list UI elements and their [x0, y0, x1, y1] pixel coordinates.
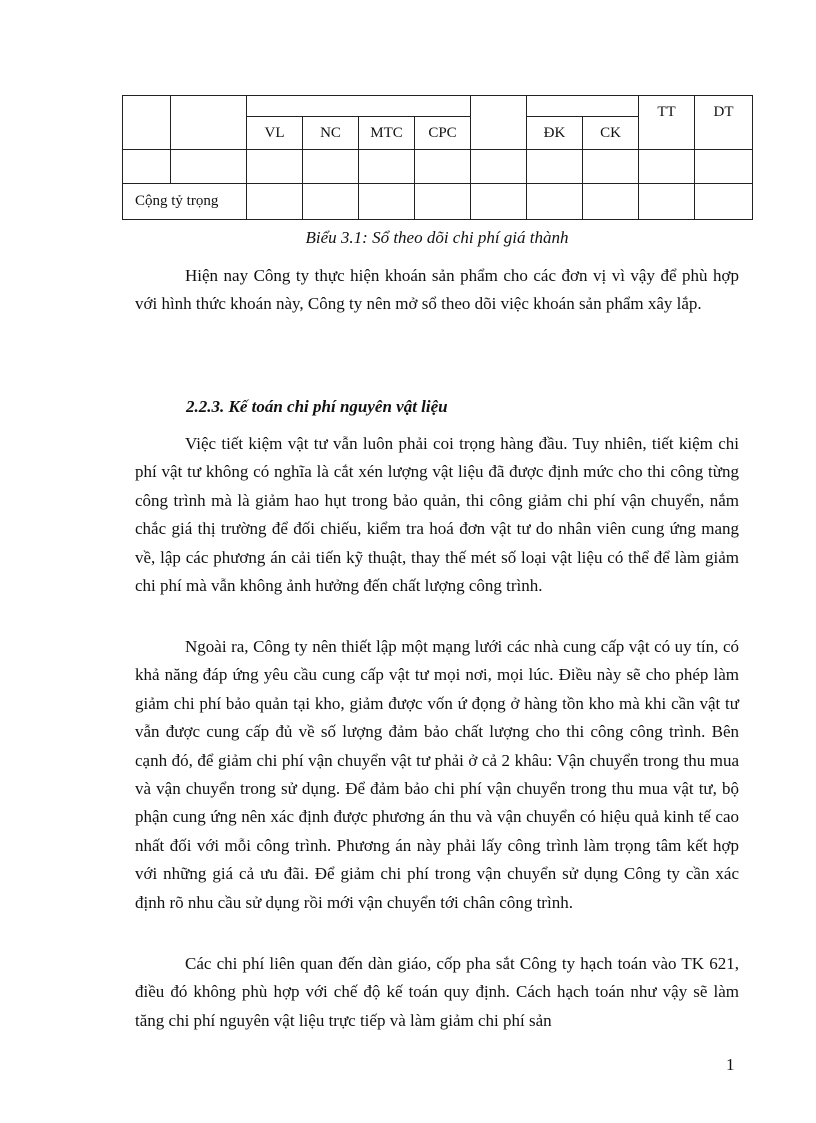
table-cell	[471, 184, 527, 220]
table-cell	[247, 96, 471, 117]
table-cell	[171, 150, 247, 184]
paragraph-1: Hiện nay Công ty thực hiện khoán sản phẩm cho các đơn vị vì vậy để phù hợp với hình thức khoán này, Công ty nên mở sổ theo dõi việc khoán sản phẩm xây lắp.	[135, 266, 739, 314]
table-header-mtc: MTC	[359, 117, 415, 150]
table-cell	[695, 150, 753, 184]
table-cell	[695, 184, 753, 220]
table-cell	[415, 184, 471, 220]
table-cell	[527, 96, 639, 117]
table-cell	[527, 150, 583, 184]
table-header-tt: TT	[639, 96, 695, 150]
table-cell	[171, 96, 247, 150]
table-header-cpc: CPC	[415, 117, 471, 150]
table-header-vl: VL	[247, 117, 303, 150]
table-header-dk: ĐK	[527, 117, 583, 150]
table-cell	[303, 150, 359, 184]
table-cell	[471, 150, 527, 184]
paragraph-2: Việc tiết kiệm vật tư vẫn luôn phải coi trọng hàng đầu. Tuy nhiên, tiết kiệm chi phí vật tư không có nghĩa là cắt xén lượng vật liệu đã được định mức cho thi công từng công trình mà là giảm hao hụt trong bảo quản, thi công giảm chi phí vận chuyển, nắm chắc giá thị trường để đối chiếu, kiểm tra hoá đơn vật tư do nhân viên cung ứng mang về, lập các phương án cải tiến kỹ thuật, thay thế mét số loại vật liệu có thể để làm giảm chi phí mà vẫn không ảnh hưởng đến chất lượng công trình.	[135, 434, 739, 596]
total-row-label: Cộng tỷ trọng	[123, 184, 247, 220]
table-cell	[583, 150, 639, 184]
table-cell	[359, 150, 415, 184]
table-cell	[123, 150, 171, 184]
section-heading: 2.2.3. Kế toán chi phí nguyên vật liệu	[186, 397, 448, 416]
table-cell	[639, 150, 695, 184]
table-cell	[527, 184, 583, 220]
table-cell	[583, 184, 639, 220]
table-header-ck: CK	[583, 117, 639, 150]
table-cell	[471, 96, 527, 150]
table-cell	[247, 184, 303, 220]
table-cell	[359, 184, 415, 220]
table-caption: Biểu 3.1: Sổ theo dõi chi phí giá thành	[305, 228, 569, 247]
cost-tracking-table	[122, 95, 753, 220]
table-header-nc: NC	[303, 117, 359, 150]
table-cell	[247, 150, 303, 184]
table-cell	[303, 184, 359, 220]
paragraph-3: Ngoài ra, Công ty nên thiết lập một mạng lưới các nhà cung cấp vật có uy tín, có khả năng đáp ứng yêu cầu cung cấp vật tư mọi nơi, mọi lúc. Điều này sẽ cho phép làm giảm chi phí bảo quản tại kho, giảm được vốn ứ đọng ở hàng tồn kho mà khi cần vật tư vẫn được cung cấp đủ về số lượng đảm bảo chất lượng cho thi công công trình. Bên cạnh đó, để giảm chi phí vận chuyển vật tư phải ở cả 2 khâu: Vận chuyển trong thu mua và vận chuyển trong sử dụng. Để đảm bảo chi phí vận chuyển trong thu mua vật tư, bộ phận cung ứng nên xác định được phương án thu và vận chuyển có hiệu quả kinh tế cao nhất đối với mỗi công trình. Phương án này phải lấy công trình làm trọng tâm kết hợp với những giá cả ưu đãi. Để giảm chi phí trong vận chuyển sử dụng Công ty cần xác định rõ nhu cầu sử dụng rồi mới vận chuyển tới chân công trình.	[135, 637, 739, 912]
table-cell	[639, 184, 695, 220]
table-cell	[415, 150, 471, 184]
table-header-dt: DT	[695, 96, 753, 150]
page-number: 1	[726, 1055, 735, 1074]
table-cell	[123, 96, 171, 150]
paragraph-4: Các chi phí liên quan đến dàn giáo, cốp pha sắt Công ty hạch toán vào TK 621, điều đó không phù hợp với chế độ kế toán quy định. Cách hạch toán như vậy sẽ làm tăng chi phí nguyên vật liệu trực tiếp và làm giảm chi phí sản	[135, 954, 739, 1030]
